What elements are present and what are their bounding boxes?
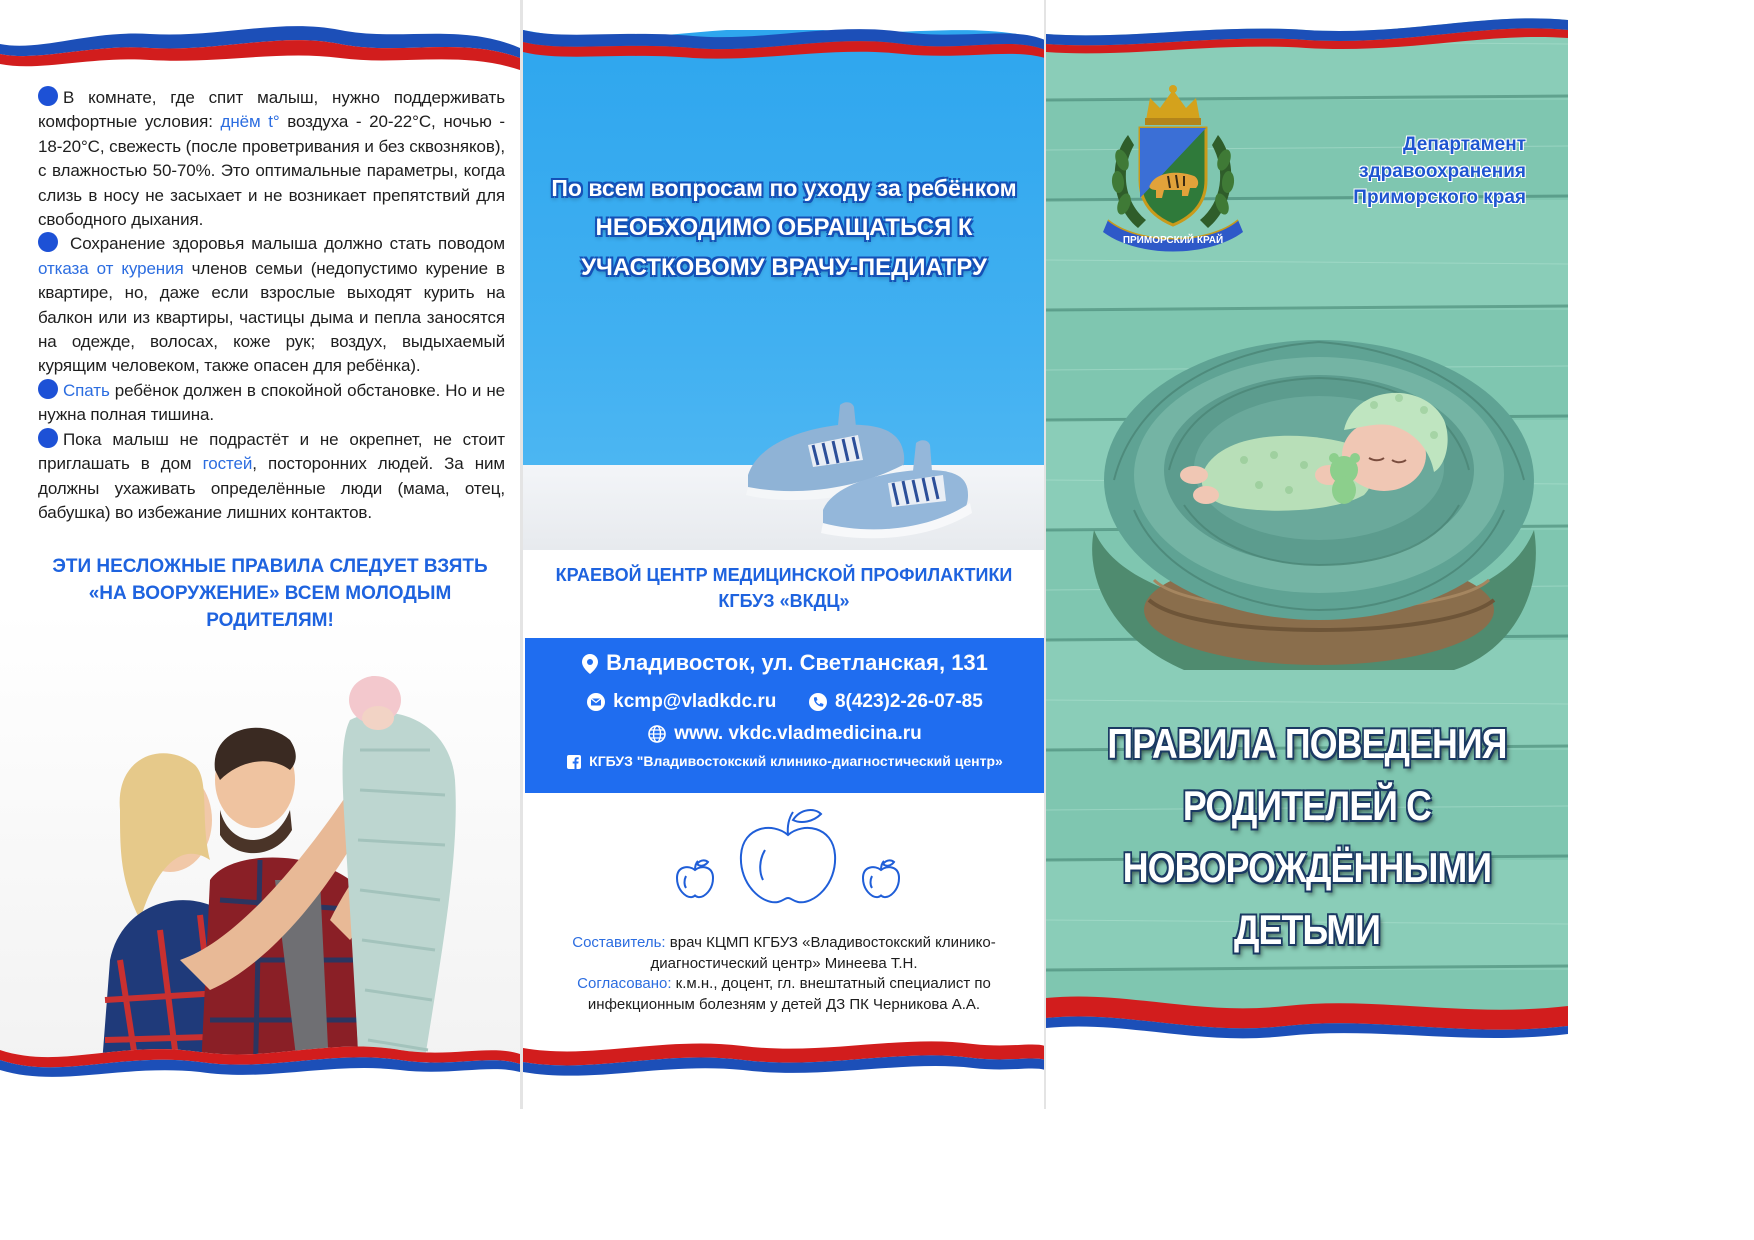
- location-pin-icon: [582, 654, 598, 674]
- top-wave-decoration: [0, 0, 520, 80]
- family-with-baby-photo: [60, 660, 500, 1090]
- primorsky-krai-emblem: [1098, 80, 1248, 255]
- facebook-icon: [567, 755, 581, 769]
- top-wave-decoration: [523, 0, 1045, 70]
- brochure-title: ПРАВИЛА ПОВЕДЕНИЯ РОДИТЕЛЕЙ С НОВОРОЖДЁННЫМИ ДЕТЬМИ: [1107, 720, 1507, 953]
- apples-icon: [673, 800, 903, 910]
- pediatrician-headline: По всем вопросам по уходу за ребёнком НЕОБХОДИМО ОБРАЩАТЬСЯ К УЧАСТКОВОМУ ВРАЧУ-ПЕДИАТРУ: [551, 175, 1017, 281]
- emblem-ribbon-text: ПРИМОРСКИЙ КРАЙ: [1122, 235, 1224, 246]
- bottom-wave-decoration: [1046, 990, 1568, 1109]
- email-phone-row: [525, 691, 1045, 713]
- care-rules-text: [38, 86, 505, 525]
- address-row: Владивосток, ул. Светланская, 131: [525, 650, 1045, 676]
- website-link[interactable]: www. vkdc.vladmedicina.ru: [674, 723, 922, 744]
- email-link[interactable]: kcmp@vladkdc.ru: [613, 691, 777, 712]
- call-to-action: ЭТИ НЕСЛОЖНЫЕ ПРАВИЛА СЛЕДУЕТ ВЗЯТЬ «НА ВООРУЖЕНИЕ» ВСЕМ МОЛОДЫМ РОДИТЕЛЯМ!: [52, 556, 488, 631]
- email-icon: [587, 693, 605, 711]
- contacts-band: [525, 638, 1045, 793]
- author-credit: Составитель: врач КЦМП КГБУЗ «Владивостокский клинико-диагностический центр» Минеева Т.Н.: [572, 934, 996, 972]
- bullet-icon: [38, 86, 58, 106]
- baby-shoes-photo: [728, 395, 978, 545]
- facebook-link[interactable]: КГБУЗ "Владивостокский клинико-диагностический центр»: [589, 753, 1003, 769]
- left-panel: [0, 0, 520, 1109]
- right-panel: [1046, 0, 1568, 1109]
- phone-number[interactable]: 8(423)2-26-07-85: [834, 691, 983, 712]
- phone-icon: [809, 693, 827, 711]
- facebook-row: [525, 753, 1045, 769]
- bottom-wave-decoration: [523, 1030, 1045, 1109]
- bullet-icon: [38, 379, 58, 399]
- rule-paragraph-1: В комнате, где спит малыш, нужно поддерживать комфортные условия: днём t° воздуха - 20-22°C, ночью - 18-20°C, свежесть (после проветривания и без сквозняков), с влажностью 50-70%. Это оптимальные параметры, когда слизь в носу не засыхает и не возникает препятствий для свободного дыхания.: [38, 88, 505, 230]
- website-row: [525, 723, 1045, 745]
- globe-icon: [648, 725, 666, 743]
- newborn-in-basket-photo: [1074, 280, 1544, 680]
- rule-paragraph-3: Спать ребёнок должен в спокойной обстановке. Но и не нужна полная тишина.: [38, 380, 505, 425]
- approval-credit: Согласовано: к.м.н., доцент, гл. внештатный специалист по инфекционным болезням у детей ДЗ ПК Черникова А.А.: [577, 975, 991, 1013]
- center-name: КРАЕВОЙ ЦЕНТР МЕДИЦИНСКОЙ ПРОФИЛАКТИКИ КГБУЗ «ВКДЦ»: [555, 565, 1013, 611]
- rule-paragraph-2: Сохранение здоровья малыша должно стать поводом отказа от курения членов семьи (недопустимо курение в квартире, но, даже если взрослые выходят курить на балкон или из квартиры, частицы дыма и пепла заносятся на одежде, волосах, коже рук; воздух, выдыхаемый курящим человеком, также опасен для ребёнка).: [38, 234, 505, 376]
- bullet-icon: [38, 428, 58, 448]
- department-name: Департамент здравоохранения Приморского края: [1353, 134, 1526, 208]
- rule-paragraph-4: Пока малыш не подрастёт и не окрепнет, не стоит приглашать в дом гостей, посторонних людей. За ним должны ухаживать определённые люди (мама, отец, бабушка) во избежание лишних контактов.: [38, 429, 505, 522]
- top-wave-decoration: [1046, 0, 1568, 60]
- bottom-wave-decoration: [0, 1030, 520, 1109]
- credits: [543, 933, 1025, 1015]
- middle-panel: [523, 0, 1045, 1109]
- bullet-icon: [38, 232, 58, 252]
